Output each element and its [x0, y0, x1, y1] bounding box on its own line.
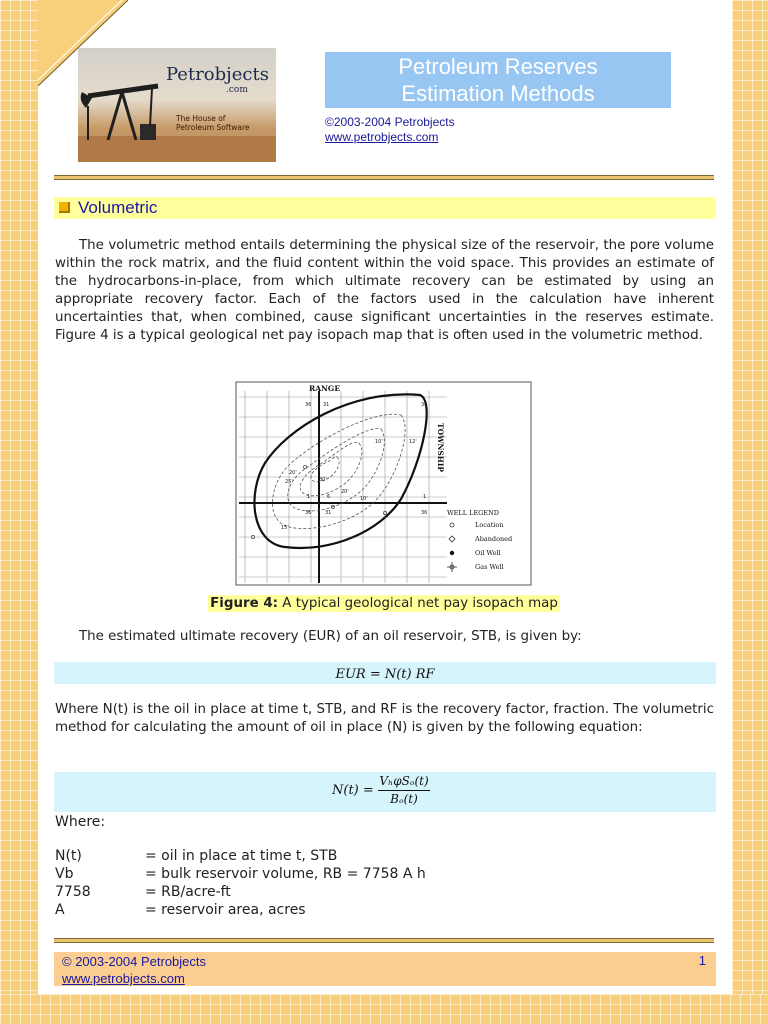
logo-tagline-line2: Petroleum Software [176, 123, 250, 132]
definition-description: = bulk reservoir volume, RB = 7758 A h [145, 866, 426, 882]
legend-location: Location [475, 521, 504, 529]
equation-lhs: N(t) = [332, 783, 374, 798]
section-number: 36 [305, 402, 312, 408]
page-number: 1 [698, 953, 706, 968]
oil-in-place-paragraph: Where N(t) is the oil in place at time t, STB, and RF is the recovery factor, fraction. The volumetric method for calculating the amount of oil in place (N) is given by the following equation: [55, 702, 714, 735]
logo-wordmark: Petrobjects [166, 64, 269, 85]
contour-label: 30' [319, 477, 327, 483]
footer-copyright: © 2003-2004 Petrobjects [62, 954, 207, 969]
header-credits [325, 115, 455, 145]
page-footer [54, 952, 716, 986]
definition-symbol: A [55, 902, 65, 918]
footer-website-link[interactable]: www.petrobjects.com [62, 971, 185, 986]
section-number: 36 [421, 402, 428, 408]
section-number: 36 [305, 510, 312, 516]
isopach-map-drawing [235, 381, 532, 586]
definition-description: = oil in place at time t, STB [145, 848, 338, 864]
section-number: 31 [325, 510, 332, 516]
contour-label: 20' [289, 470, 297, 476]
eur-equation [54, 662, 716, 684]
oil-in-place-equation [54, 772, 716, 812]
where-label: Where: [55, 814, 106, 830]
section-number: 6 [327, 494, 331, 500]
range-label: RANGE [309, 384, 341, 393]
intro-paragraph: The volumetric method entails determining the physical size of the reservoir, the pore volume within the rock matrix, and the fluid content within the void space. This provides an estimate of the hydrocarbons-in-place, from which ultimate recovery can be estimated by using an appropriate recovery factor. Each of the factors used in the calculation have inherent uncertainties that, when combined, cause significant uncertainties in the reserves estimate. Figure 4 is a typical geological net pay isopach map that is often used in the volumetric method. [55, 238, 714, 343]
equation-fraction [376, 774, 432, 807]
header-website-link[interactable]: www.petrobjects.com [325, 130, 439, 144]
isopach-map-figure [235, 381, 532, 586]
township-label: TOWNSHIP [436, 423, 445, 473]
figure-caption [208, 595, 560, 612]
well-legend-title: WELL LEGEND [447, 509, 500, 517]
contour-label: 25' [285, 479, 293, 485]
bottom-border-pattern [0, 994, 768, 1024]
figure-caption-row [0, 592, 768, 612]
equation-denominator: Bₒ(t) [390, 792, 418, 806]
fraction-bar [378, 790, 430, 791]
equation-numerator: VₕφSₒ(t) [379, 774, 429, 788]
document-title [325, 52, 671, 108]
figure-caption-text: A typical geological net pay isopach map [278, 596, 558, 611]
figure-caption-label: Figure 4: [210, 596, 279, 611]
definition-symbol: N(t) [55, 848, 82, 864]
contour-label: 12' [409, 439, 417, 445]
oil-well-icon [450, 551, 454, 555]
logo-domain-suffix: .com [226, 85, 248, 95]
contour-label: 10' [360, 496, 368, 502]
section-title: Volumetric [78, 198, 158, 217]
section-number: 1 [307, 494, 311, 500]
footer-divider [54, 938, 714, 943]
section-heading [54, 197, 716, 219]
right-border-pattern [732, 0, 768, 1024]
eur-intro-paragraph: The estimated ultimate recovery (EUR) of an oil reservoir, STB, is given by: [79, 629, 582, 644]
logo-tagline-line1: The House of [176, 114, 226, 123]
left-border-pattern [0, 0, 38, 1024]
eur-equation-text: EUR = N(t) RF [335, 667, 435, 682]
section-number: 1 [423, 494, 427, 500]
logo-tagline [176, 114, 272, 132]
definition-symbol: Vb [55, 866, 74, 882]
contour-label: 15' [281, 525, 289, 531]
header-copyright: ©2003-2004 Petrobjects [325, 115, 455, 129]
definition-description: = reservoir area, acres [145, 902, 306, 918]
footer-credits [62, 953, 206, 987]
legend-abandoned: Abandoned [475, 535, 513, 543]
section-number: 31 [323, 402, 330, 408]
title-line-1: Petroleum Reserves [398, 54, 598, 79]
definition-description: = RB/acre-ft [145, 884, 231, 900]
title-line-2: Estimation Methods [401, 81, 595, 106]
contour-label: 10' [375, 439, 383, 445]
definition-symbol: 7758 [55, 884, 91, 900]
legend-oil-well: Oil Well [475, 549, 501, 557]
header-divider [54, 175, 714, 180]
contour-label: 20' [341, 489, 349, 495]
petrobjects-logo[interactable] [78, 48, 276, 162]
section-number: 36 [421, 510, 428, 516]
legend-gas-well: Gas Well [475, 563, 504, 571]
square-bullet-icon [59, 202, 70, 213]
